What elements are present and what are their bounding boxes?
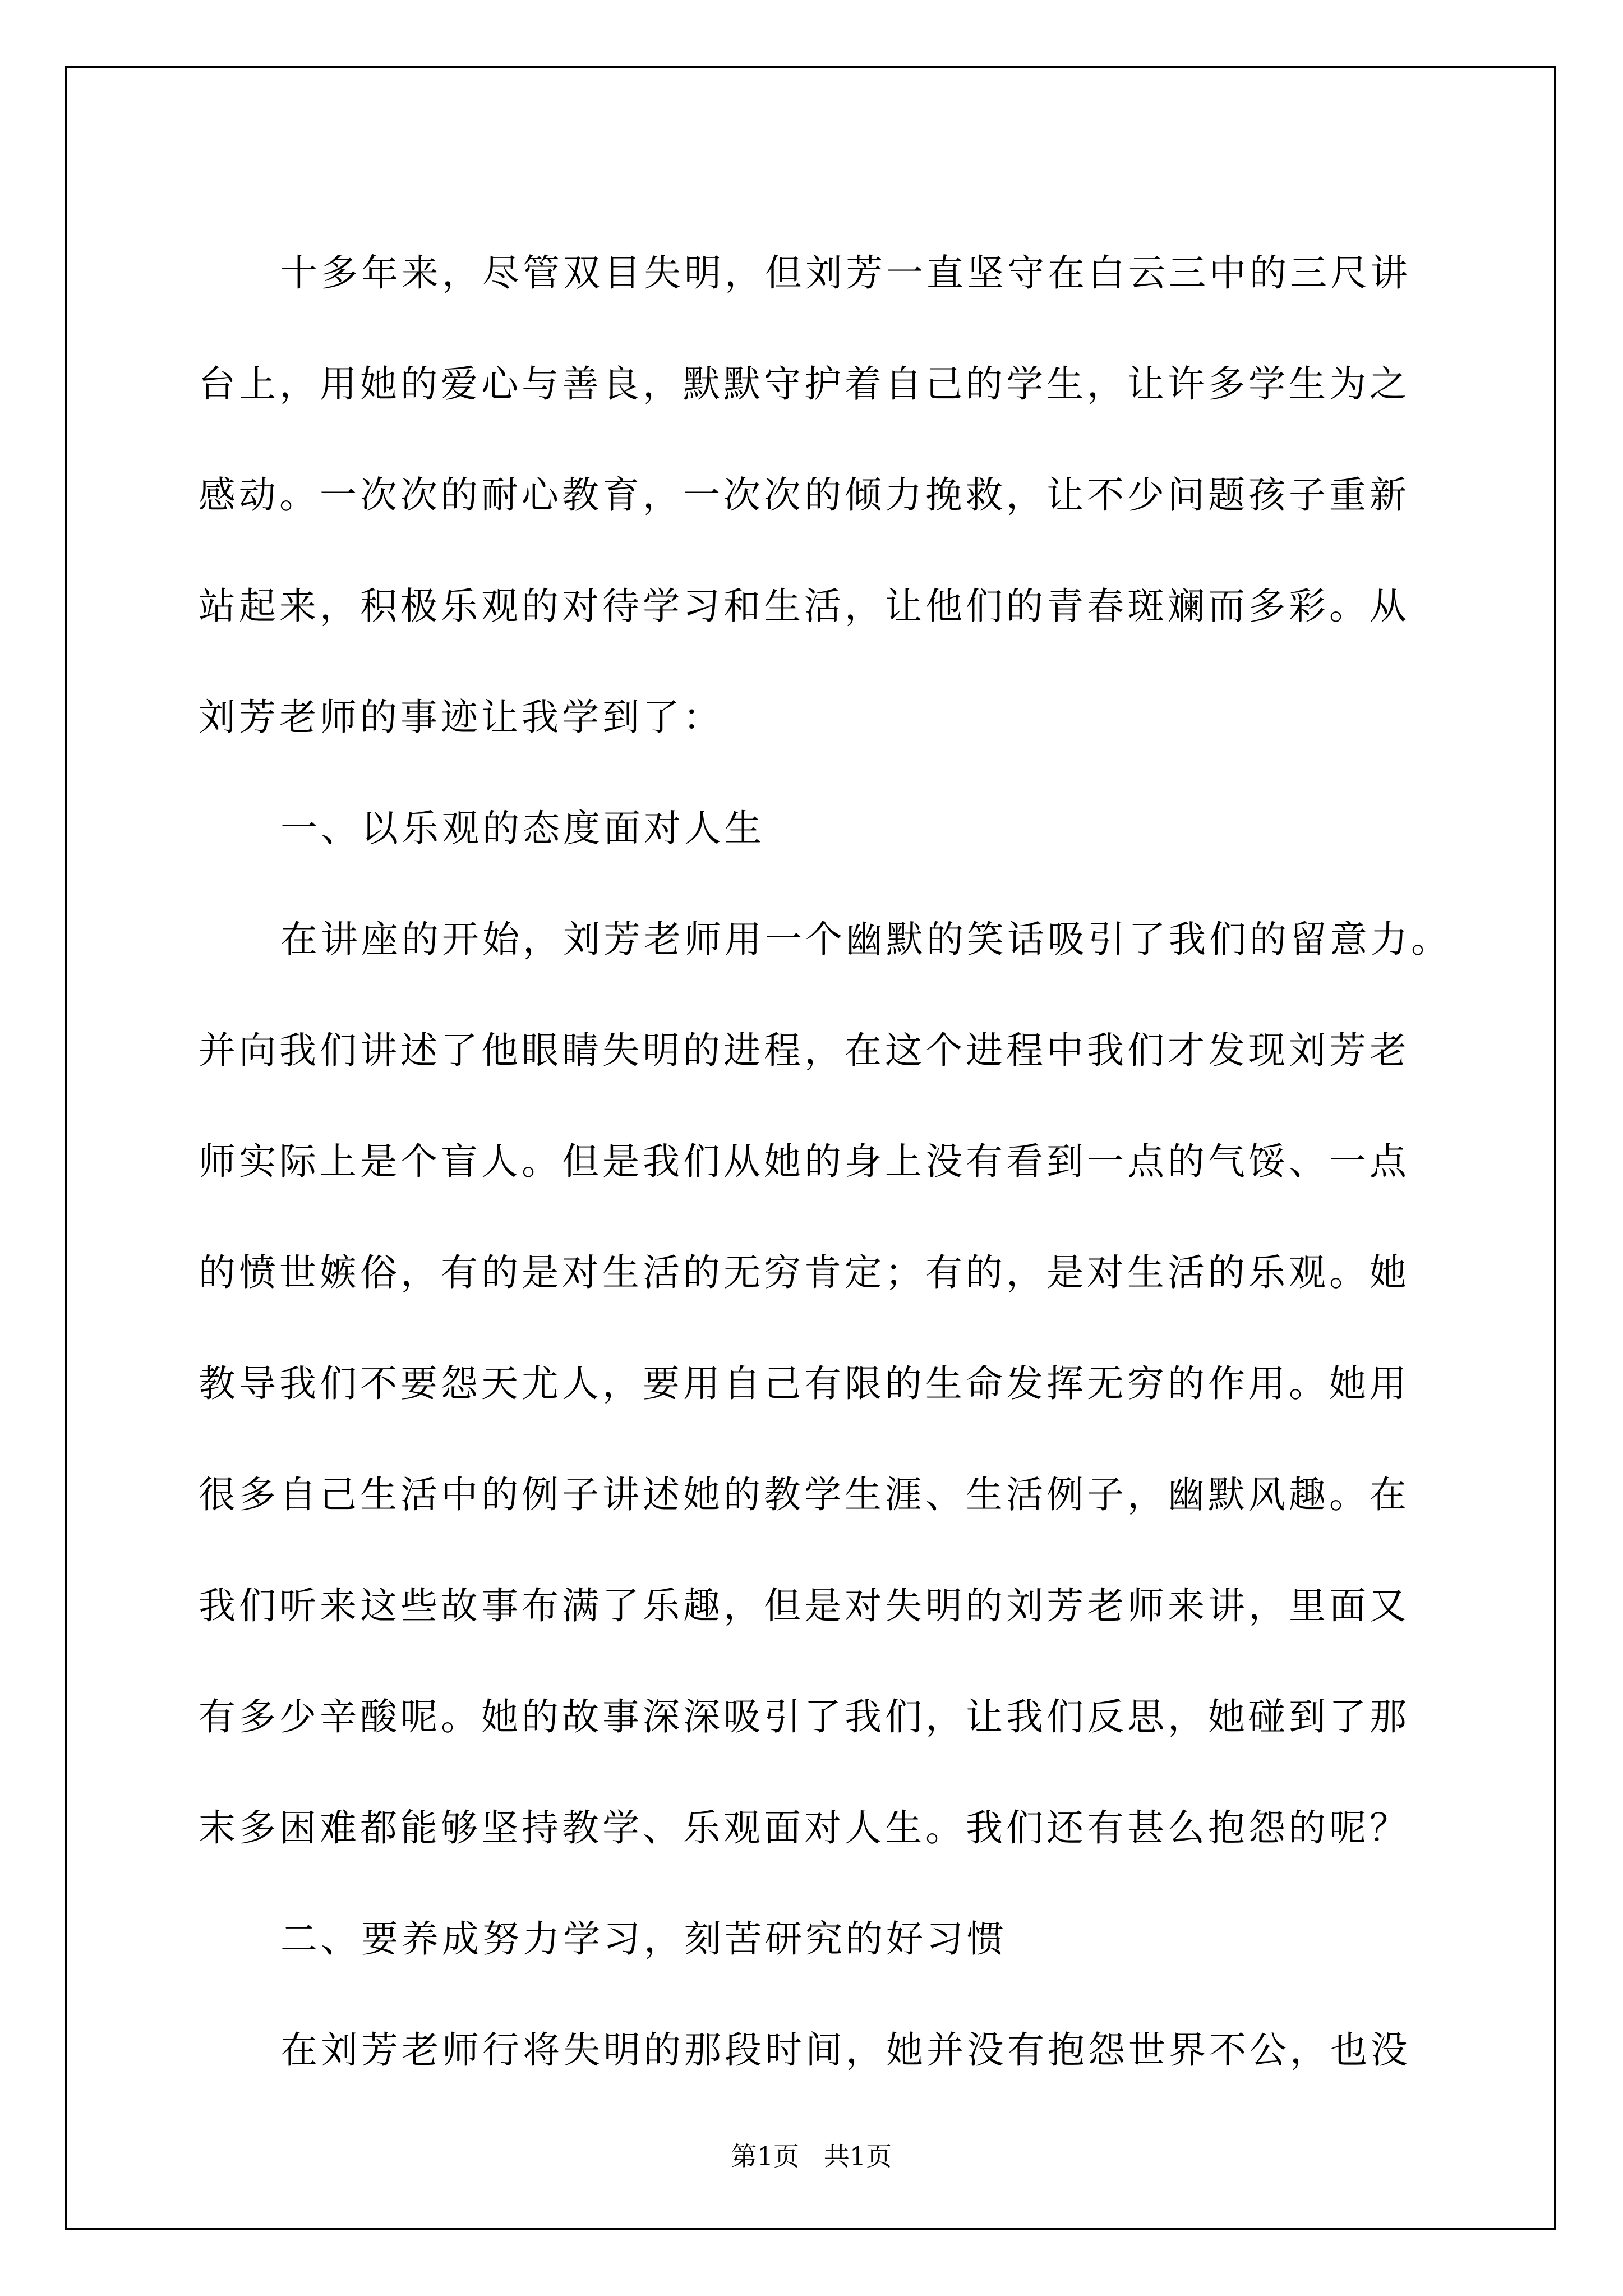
section-heading: 一、以乐观的态度面对人生 xyxy=(280,807,765,850)
text-line: 在讲座的开始，刘芳老师用一个幽默的笑话吸引了我们的留意力。 xyxy=(280,918,1451,961)
text-line: 的愤世嫉俗，有的是对生活的无穷肯定；有的，是对生活的乐观。她 xyxy=(199,1251,1410,1294)
document-body xyxy=(199,218,1451,2106)
text-line: 很多自己生活中的例子讲述她的教学生涯、生活例子，幽默风趣。在 xyxy=(199,1473,1410,1516)
text-line: 师实际上是个盲人。但是我们从她的身上没有看到一点的气馁、一点 xyxy=(199,1140,1410,1183)
text-line: 十多年来，尽管双目失明，但刘芳一直坚守在白云三中的三尺讲 xyxy=(280,251,1411,295)
text-line: 在刘芳老师行将失明的那段时间，她并没有抱怨世界不公，也没 xyxy=(280,2028,1411,2072)
text-line: 并向我们讲述了他眼睛失明的进程，在这个进程中我们才发现刘芳老 xyxy=(199,1029,1410,1072)
text-line: 我们听来这些故事布满了乐趣，但是对失明的刘芳老师来讲，里面又 xyxy=(199,1584,1410,1627)
page-footer: 第1页 共1页 xyxy=(731,2141,892,2171)
text-line: 刘芳老师的事迹让我学到了： xyxy=(199,696,723,739)
text-line: 有多少辛酸呢。她的故事深深吸引了我们，让我们反思，她碰到了那 xyxy=(199,1695,1410,1738)
text-line: 感动。一次次的耐心教育，一次次的倾力挽救，让不少问题孩子重新 xyxy=(199,473,1410,517)
section-heading: 二、要养成努力学习，刻苦研究的好习惯 xyxy=(280,1917,1007,1961)
text-line: 教导我们不要怨天尤人，要用自己有限的生命发挥无穷的作用。她用 xyxy=(199,1362,1410,1405)
text-line: 站起来，积极乐观的对待学习和生活，让他们的青春斑斓而多彩。从 xyxy=(199,585,1410,628)
text-line: 台上，用她的爱心与善良，默默守护着自己的学生，让许多学生为之 xyxy=(199,362,1410,406)
text-line: 末多困难都能够坚持教学、乐观面对人生。我们还有甚么抱怨的呢？ xyxy=(199,1806,1410,1849)
